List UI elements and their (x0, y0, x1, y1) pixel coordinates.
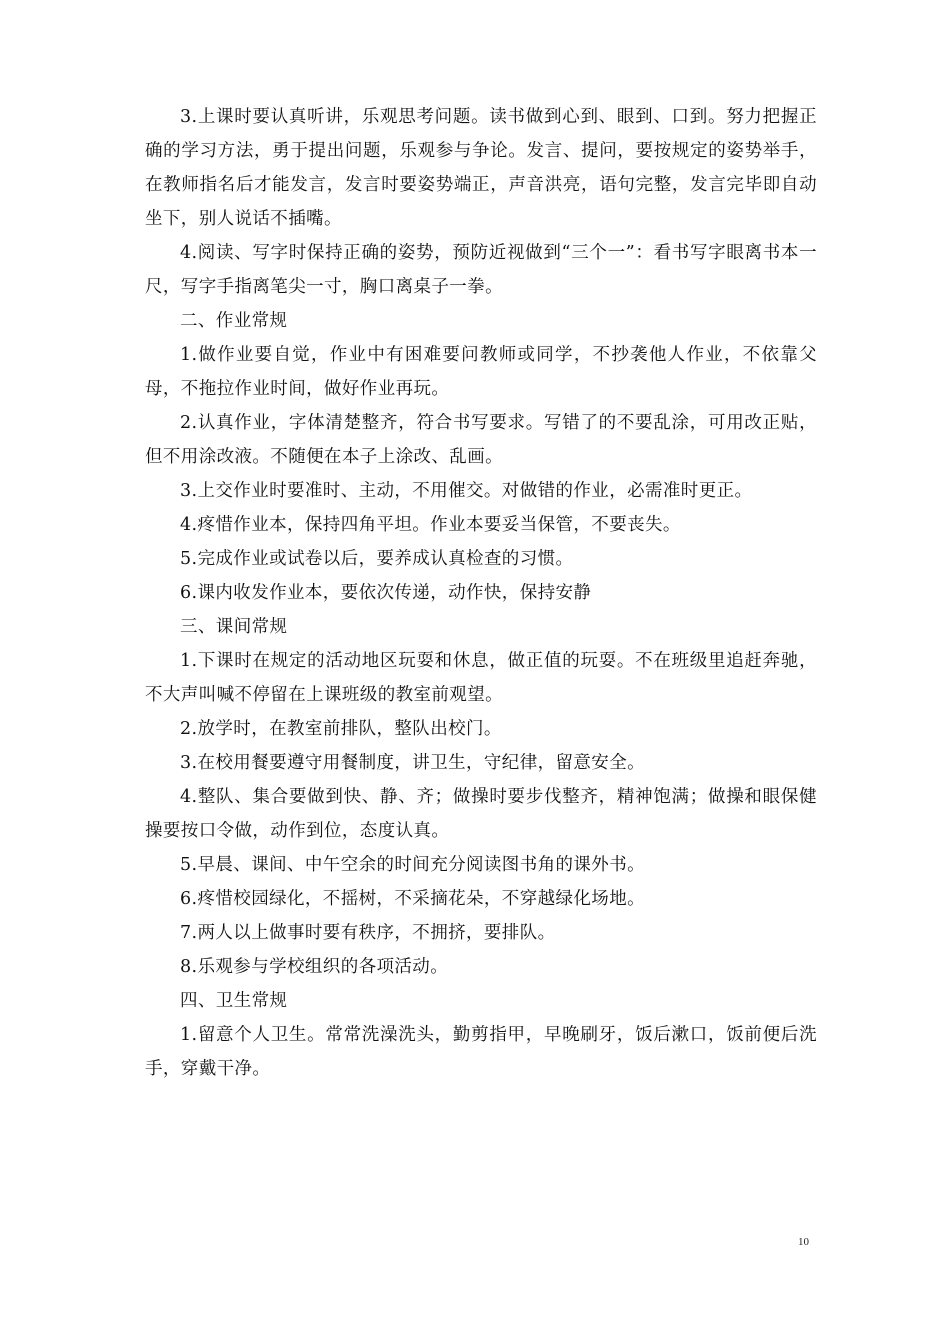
page-number: 10 (798, 1236, 809, 1248)
paragraph-break-rule-5: 5.早晨、课间、中午空余的时间充分阅读图书角的课外书。 (180, 855, 645, 875)
paragraph-homework-rule-1: 1.做作业要自觉，作业中有困难要问教师或同学，不抄袭他人作业，不依靠父母，不拖拉作业时间，做好作业再玩。 (145, 345, 817, 399)
paragraph-break-rule-7: 7.两人以上做事时要有秩序，不拥挤，要排队。 (180, 923, 556, 943)
paragraph-homework-rule-4: 4.疼惜作业本，保持四角平坦。作业本要妥当保管，不要丧失。 (180, 515, 681, 535)
paragraph-homework-rule-3: 3.上交作业时要准时、主动，不用催交。对做错的作业，必需准时更正。 (180, 481, 753, 501)
paragraph-homework-rule-2: 2.认真作业，字体清楚整齐，符合书写要求。写错了的不要乱涂，可用改正贴，但不用涂改液。不随便在本子上涂改、乱画。 (145, 413, 817, 467)
section-heading-break: 三、课间常规 (180, 617, 288, 637)
paragraph-break-rule-1: 1.下课时在规定的活动地区玩耍和休息，做正值的玩耍。不在班级里追赶奔驰，不大声叫喊不停留在上课班级的教室前观望。 (145, 651, 817, 705)
section-heading-hygiene: 四、卫生常规 (180, 991, 288, 1011)
paragraph-break-rule-2: 2.放学时，在教室前排队，整队出校门。 (180, 719, 502, 739)
paragraph-homework-rule-6: 6.课内收发作业本，要依次传递，动作快，保持安静 (180, 583, 592, 603)
paragraph-break-rule-4: 4.整队、集合要做到快、静、齐；做操时要步伐整齐，精神饱满；做操和眼保健操要按口令做，动作到位，态度认真。 (145, 787, 817, 841)
paragraph-class-rule-3: 3.上课时要认真听讲，乐观思考问题。读书做到心到、眼到、口到。努力把握正确的学习方法，勇于提出问题，乐观参与争论。发言、提问，要按规定的姿势举手，在教师指名后才能发言，发言时要姿势端正，声音洪亮，语句完整，发言完毕即自动坐下，别人说话不插嘴。 (145, 107, 817, 229)
section-heading-homework: 二、作业常规 (180, 311, 288, 331)
paragraph-break-rule-8: 8.乐观参与学校组织的各项活动。 (180, 957, 449, 977)
paragraph-class-rule-4: 4.阅读、写字时保持正确的姿势，预防近视做到“三个一”：看书写字眼离书本一尺，写字手指离笔尖一寸，胸口离桌子一拳。 (145, 243, 817, 297)
paragraph-homework-rule-5: 5.完成作业或试卷以后，要养成认真检查的习惯。 (180, 549, 574, 569)
paragraph-break-rule-3: 3.在校用餐要遵守用餐制度，讲卫生，守纪律，留意安全。 (180, 753, 645, 773)
paragraph-hygiene-rule-1: 1.留意个人卫生。常常洗澡洗头，勤剪指甲，早晚刷牙，饭后漱口，饭前便后洗手，穿戴干净。 (145, 1025, 817, 1079)
paragraph-break-rule-6: 6.疼惜校园绿化，不摇树，不采摘花朵，不穿越绿化场地。 (180, 889, 645, 909)
document-body (145, 100, 817, 1086)
